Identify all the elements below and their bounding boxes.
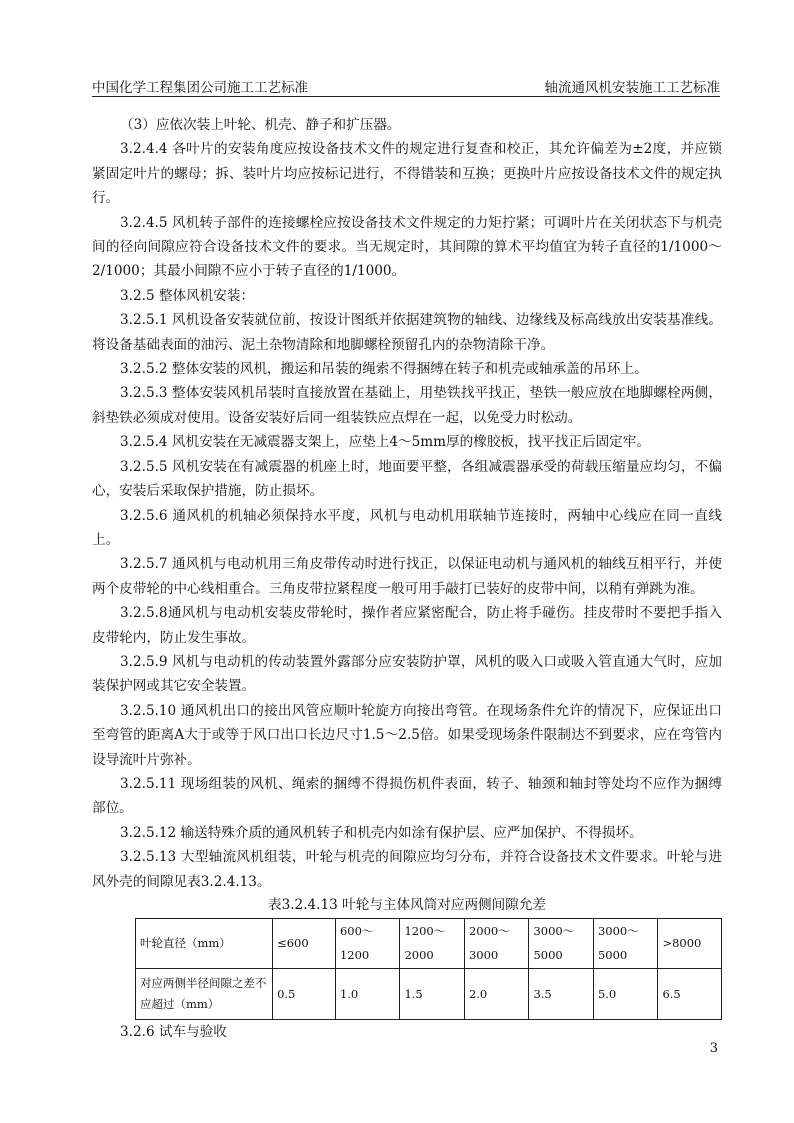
- value-cell: 5.0: [593, 968, 658, 1019]
- section-heading: 3.2.5 整体风机安装：: [120, 287, 255, 304]
- value-cell: 0.5: [273, 968, 336, 1019]
- value-cell: 1.0: [335, 968, 400, 1019]
- paragraph: 3.2.5.6 通风机的机轴必须保持水平度，风机与电动机用联轴节连接时，两轴中心线应在同一直线上。: [92, 507, 722, 548]
- header-cell: 3000～5000: [529, 919, 594, 969]
- clearance-table: [135, 918, 722, 1020]
- value-cell: 3.5: [529, 968, 594, 1019]
- header-cell: 3000～5000: [593, 919, 658, 969]
- paragraph: 3.2.5.4 风机安装在无减震器支架上，应垫上4～5mm厚的橡胶板，找平找正后固定牢。: [120, 434, 650, 451]
- paragraph: 3.2.5.11 现场组装的风机、绳索的捆缚不得损伤机件表面，转子、轴颈和轴封等处均不应作为捆缚部位。: [92, 775, 722, 817]
- row-label-cell: 对应两侧半径间隙之差不应超过（mm）: [136, 968, 273, 1019]
- paragraph: 3.2.5.12 输送特殊介质的通风机转子和机壳内如涂有保护层、应严加保护、不得损坏。: [120, 824, 643, 841]
- header-cell: >8000: [658, 919, 722, 969]
- header-standard-title: 轴流通风机安装施工工艺标准: [544, 80, 720, 96]
- table-header-row: [136, 919, 722, 969]
- header-cell: ≤600: [273, 919, 336, 969]
- paragraph: 3.2.5.3 整体安装风机吊装时直接放置在基础上，用垫铁找平找正，垫铁一般应放在地脚螺栓两侧，斜垫铁必须成对使用。设备安装好后同一组装铁应点焊在一起，以免受力时松动。: [92, 385, 722, 426]
- header-cell: 600～1200: [335, 919, 400, 969]
- page-number: 3: [709, 1041, 718, 1056]
- section-heading: 3.2.6 试车与验收: [120, 1023, 227, 1040]
- paragraph: 3.2.5.13 大型轴流风机组装，叶轮与机壳的间隙应均匀分布，并符合设备技术文件要求。叶轮与进风外壳的间隙见表3.2.4.13。: [92, 849, 722, 890]
- header-cell: 2000～3000: [464, 919, 529, 969]
- paragraph: 3.2.5.8通风机与电动机安装皮带轮时，操作者应紧密配合，防止将手碰伤。挂皮带时不要把手指入皮带轮内，防止发生事故。: [92, 605, 722, 646]
- paragraph: 3.2.5.7 通风机与电动机用三角皮带传动时进行找正，以保证电动机与通风机的轴线互相平行，并使两个皮带轮的中心线相重合。三角皮带拉紧程度一般可用手敲打已装好的皮带中间，以稍有弹跳为准。: [92, 556, 722, 597]
- paragraph: 3.2.4.4 各叶片的安装角度应按设备技术文件的规定进行复查和校正，其允许偏差为±2度，并应锁紧固定叶片的螺母；拆、装叶片均应按标记进行，不得错装和互换；更换叶片应按设备技术文件的规定执行。: [92, 141, 722, 207]
- header-cell: 1200～2000: [400, 919, 465, 969]
- page-header: [92, 74, 720, 97]
- paragraph: 3.2.5.9 风机与电动机的传动装置外露部分应安装防护罩，风机的吸入口或吸入管直通大气时，应加装保护网或其它安全装置。: [92, 653, 722, 695]
- paragraph: 3.2.5.5 风机安装在有减震器的机座上时，地面要平整，各组减震器承受的荷载压缩量应均匀，不偏心，安装后采取保护措施，防止损坏。: [92, 458, 722, 500]
- document-body: [92, 113, 722, 1044]
- table-row: [136, 968, 722, 1019]
- paragraph: 3.2.5.2 整体安装的风机，搬运和吊装的绳索不得捆缚在转子和机壳或轴承盖的吊环上。: [120, 361, 648, 378]
- paragraph: 3.2.4.5 风机转子部件的连接螺栓应按设备技术文件规定的力矩拧紧；可调叶片在关闭状态下与机壳间的径向间隙应符合设备技术文件的要求。当无规定时，其间隙的算术平均值宜为转子直径的1/1000～2/1000；其最小间隙不应小于转子直径的1/1000。: [92, 214, 722, 280]
- header-cell: 叶轮直径（mm）: [136, 919, 273, 969]
- value-cell: 1.5: [400, 968, 465, 1019]
- paragraph: （3）应依次装上叶轮、机壳、静子和扩压器。: [120, 117, 401, 133]
- header-company: 中国化学工程集团公司施工工艺标准: [92, 80, 308, 96]
- value-cell: 2.0: [464, 968, 529, 1019]
- value-cell: 6.5: [658, 968, 722, 1019]
- table-caption: 表3.2.4.13 叶轮与主体风筒对应两侧间隙允差: [267, 897, 547, 913]
- paragraph: 3.2.5.1 风机设备安装就位前，按设计图纸并依据建筑物的轴线、边缘线及标高线放出安装基准线。将设备基础表面的油污、泥土杂物清除和地脚螺栓预留孔内的杂物清除干净。: [92, 312, 722, 353]
- paragraph: 3.2.5.10 通风机出口的接出风管应顺叶轮旋方向接出弯管。在现场条件允许的情况下，应保证出口至弯管的距离A大于或等于风口出口长边尺寸1.5～2.5倍。如果受现场条件限制达不到要求，应在弯管内设导流叶片弥补。: [92, 702, 722, 768]
